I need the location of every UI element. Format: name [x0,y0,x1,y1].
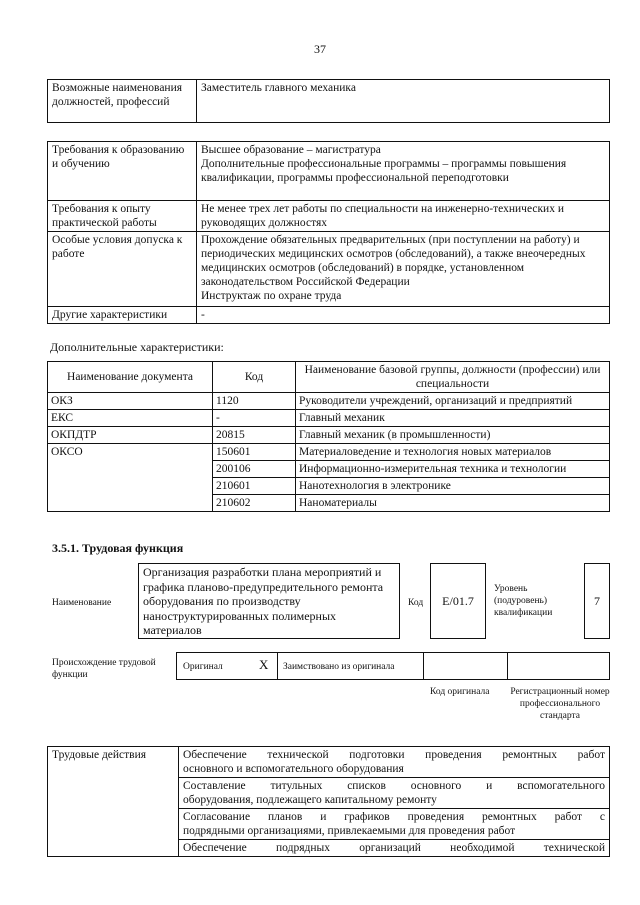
action-row [48,747,610,778]
req-row-experience [48,201,610,232]
header-name: Наименование базовой группы, должности (профессии) или специальности [296,362,610,393]
borrowed-label: Заимствовано из оригинала [283,662,395,672]
req-value [197,142,610,201]
req-row-education [48,142,610,201]
cell-code: - [213,410,296,427]
cell-code: 210601 [213,478,296,495]
table-row [48,444,610,461]
actions-label: Трудовые действия [48,747,179,857]
action-line: основного и вспомогательного оборудования [183,763,404,775]
header-code: Код [213,362,296,393]
req-label: Требования к образованию и обучению [48,142,197,201]
cell-name: Руководители учреждений, организаций и предприятий [296,393,610,410]
positions-table [47,79,610,123]
req-label: Особые условия допуска к работе [48,232,197,307]
original-label: Оригинал [183,662,223,672]
section-title: 3.5.1. Трудовая функция [52,541,184,555]
req-row-conditions [48,232,610,307]
action-line: Согласование планов и графиков проведения ремонтных работ с [183,811,605,823]
header-doc: Наименование документа [48,362,213,393]
additional-title: Дополнительные характеристики: [50,340,224,354]
req-label: Требования к опыту практической работы [48,201,197,232]
cell-code: 20815 [213,427,296,444]
action-item [179,809,610,840]
action-line: оборудования, подлежащего капитальному ремонту [183,794,437,806]
code-original-label: Код оригинала [430,687,490,697]
origin-label: Происхождение трудовой функции [52,658,156,680]
cell-name: Главный механик [296,410,610,427]
divider [507,653,508,679]
divider [277,653,278,679]
cell-doc: ОКЗ [48,393,213,410]
req-line: Дополнительные профессиональные программы – программы повышения квалификации, программы профессиональной переподготовки [201,158,567,184]
req-value: Не менее трех лет работы по специальности на инженерно-технических и руководящих должностях [197,201,610,232]
cell-doc: ОКПДТР [48,427,213,444]
divider [423,653,424,679]
name-label: Наименование [52,598,112,608]
actions-table [47,746,610,857]
level-value: 7 [584,563,610,639]
action-item [179,778,610,809]
cell-code: 150601 [213,444,296,461]
code-label: Код [408,598,424,608]
table-header-row [48,362,610,393]
cell-code: 1120 [213,393,296,410]
table-row [48,410,610,427]
action-line: подрядными организациями, привлекаемыми для проведения работ [183,825,516,837]
origin-row [176,652,610,680]
req-value: - [197,307,610,324]
req-value [197,232,610,307]
action-line: Составление титульных списков основного и вспомогательного [183,780,605,792]
requirements-table [47,141,610,324]
req-line: Инструктаж по охране труда [201,290,342,302]
table-row [48,427,610,444]
table-row [48,393,610,410]
original-mark: X [259,657,269,672]
cell-code: 200106 [213,461,296,478]
additional-table [47,361,610,512]
cell-doc: ЕКС [48,410,213,427]
cell-name: Нанотехнология в электронике [296,478,610,495]
cell-name: Главный механик (в промышленности) [296,427,610,444]
cell-doc: ОКСО [48,444,213,512]
action-item [179,747,610,778]
cell-code: 210602 [213,495,296,512]
cell-name: Наноматериалы [296,495,610,512]
cell-name: Материаловедение и технология новых материалов [296,444,610,461]
positions-label: Возможные наименования должностей, профессий [48,80,197,123]
function-name: Организация разработки плана мероприятий и графика планово-предупредительного ремонта оборудования по производству наноструктурированных полимерных материалов [138,563,400,639]
code-value: E/01.7 [430,563,486,639]
action-line: Обеспечение технической подготовки проведения ремонтных работ [183,749,605,761]
reg-number-label: Регистрационный номер профессионального стандарта [510,687,610,721]
req-line: Высшее образование – магистратура [201,144,381,156]
req-line: Прохождение обязательных предварительных (при поступлении на работу) и периодических медицинских осмотров (обследований), а также внеочередных медицинских осмотров (обследований) в порядке, установленном законодательством Российской Федерации [201,234,586,288]
level-label: Уровень (подуровень) квалификации [494,584,553,618]
req-row-other [48,307,610,324]
action-item [179,840,610,857]
action-line: Обеспечение подрядных организаций необходимой технической [183,842,605,854]
req-label: Другие характеристики [48,307,197,324]
page-number: 37 [314,42,326,56]
positions-value: Заместитель главного механика [197,80,610,123]
cell-name: Информационно-измерительная техника и технологии [296,461,610,478]
